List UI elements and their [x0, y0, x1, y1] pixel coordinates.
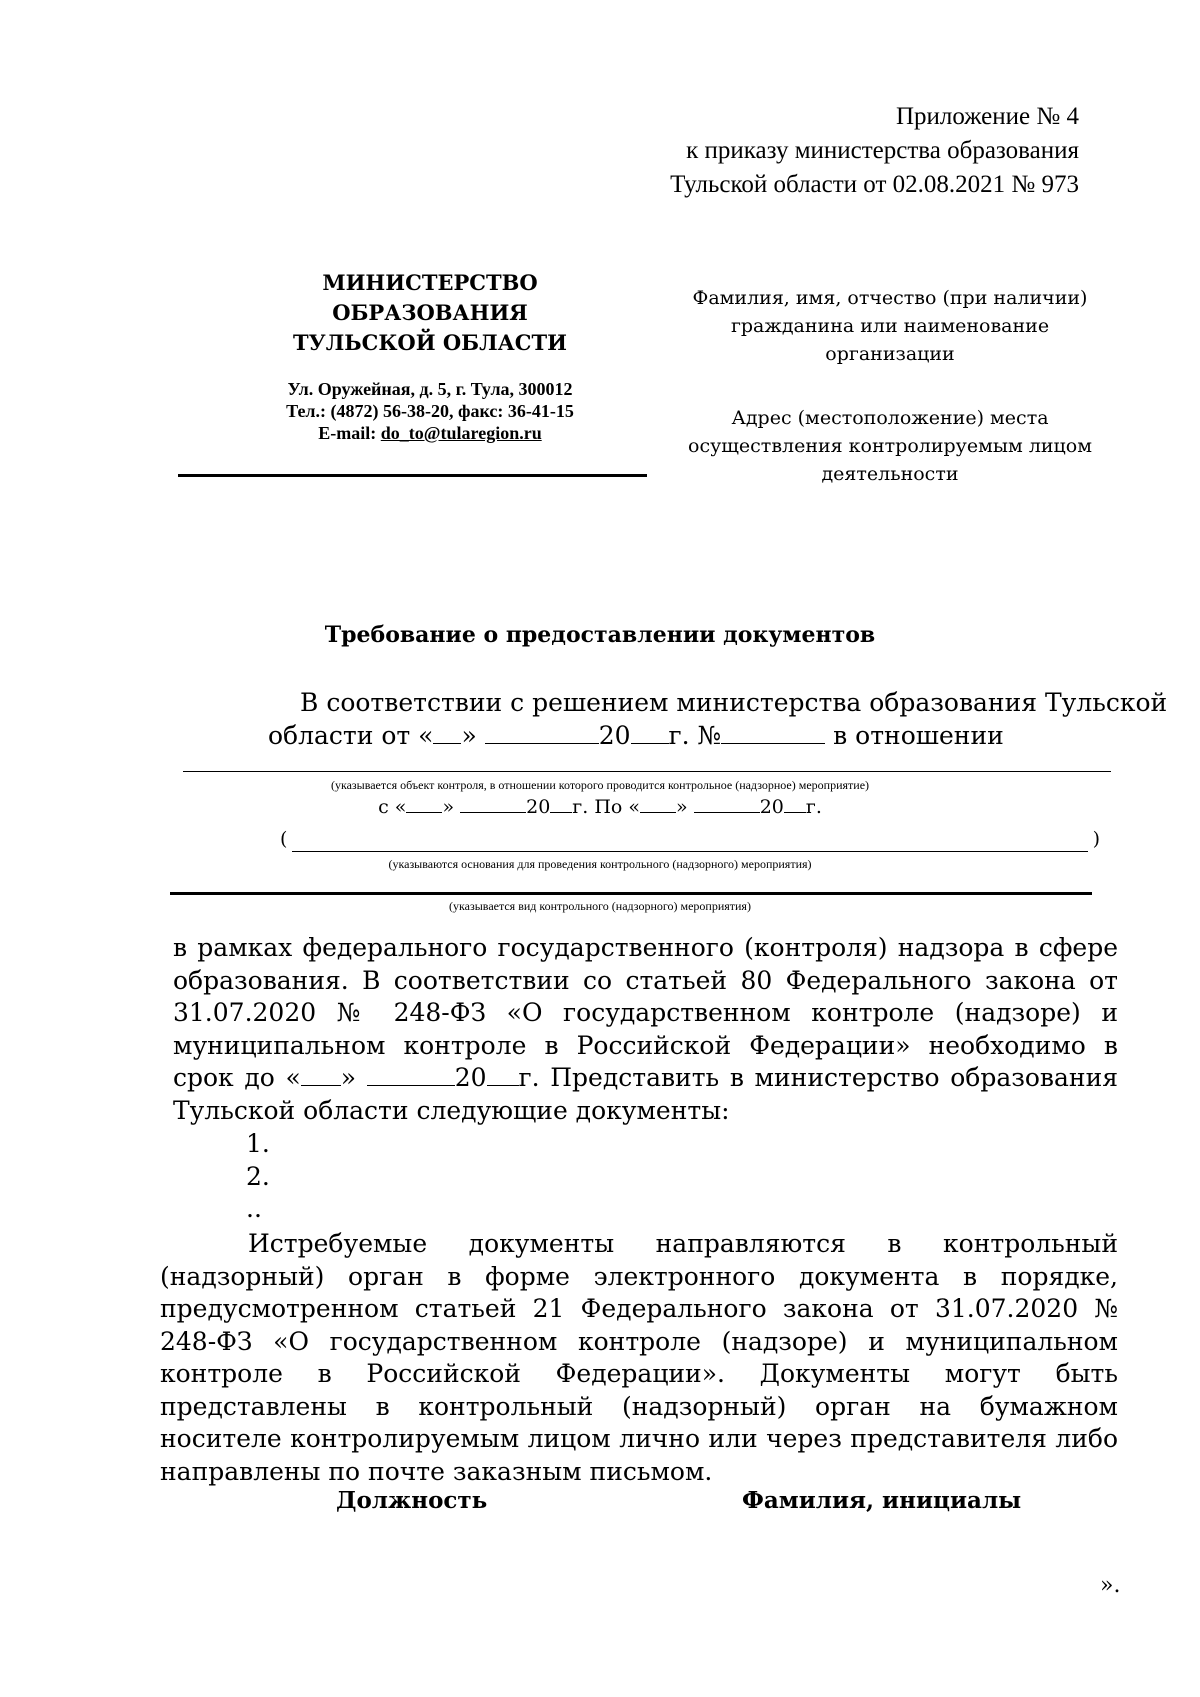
- period-mid: г. По «: [572, 796, 641, 818]
- recipient-line-2: гражданина или наименование: [730, 315, 1050, 337]
- recipient-address-line-3: деятельности: [821, 463, 959, 485]
- appendix-block: [670, 100, 1079, 202]
- intro-year-prefix: 20: [598, 721, 631, 750]
- grounds-close-paren: ): [1092, 828, 1100, 850]
- ministry-line-1: МИНИСТЕРСТВО: [322, 270, 538, 295]
- deadline-month-blank: [367, 1065, 455, 1086]
- recipient-line-1: Фамилия, имя, отчество (при наличии): [692, 287, 1088, 309]
- period-from: с «: [378, 796, 407, 818]
- month-blank: [485, 723, 599, 744]
- intro-text-b: »: [461, 721, 477, 750]
- body-para1-text: в рамках федерального государственного (контроля) надзора в сфере образования. В соответствии со статьей 80 Федерального закона от 31.07.2020 № 248-ФЗ «О государственном контроле (надзоре) и муниципальном контроле в Российской Федерации» необходимо в срок до «: [173, 933, 1118, 1092]
- year-blank: [631, 723, 669, 744]
- body-paragraph-2: [160, 1228, 1118, 1488]
- ministry-line-3: ТУЛЬСКОЙ ОБЛАСТИ: [293, 330, 567, 355]
- recipient-address-line-2: осуществления контролируемым лицом: [688, 435, 1092, 457]
- period-year-blank-2: [784, 796, 806, 813]
- body-para1-g: г.: [518, 1063, 540, 1092]
- grounds-open-paren: (: [280, 828, 288, 850]
- body-paragraph-1: [173, 932, 1118, 1127]
- period-row: [0, 796, 1200, 818]
- intro-line-1: В соответствии с решением министерства образования Тульской: [300, 688, 1168, 717]
- signature-name: Фамилия, инициалы: [742, 1487, 1022, 1514]
- ministry-line-2: ОБРАЗОВАНИЯ: [332, 300, 528, 325]
- intro-line-2: [268, 721, 1004, 750]
- recipient-address-block: [660, 404, 1120, 488]
- period-year-blank-1: [550, 796, 572, 813]
- recipient-address-line-1: Адрес (местоположение) места: [731, 407, 1049, 429]
- list-item: ..: [246, 1194, 262, 1223]
- body-para2-text: Истребуемые документы направляются в контрольный (надзорный) орган в форме электронного документа в порядке, предусмотренном статьей 21 Федерального закона от 31.07.2020 № 248-ФЗ «О государственном контроле (надзоре) и муниципальном контроле в Российской Федерации». Документы могут быть представлены в контрольный (надзорный) орган на бумажном носителе контролируемым лицом лично или через представителя либо направлены по почте заказным письмом.: [160, 1229, 1118, 1486]
- day-blank: [433, 723, 461, 744]
- header-divider: [178, 474, 647, 477]
- ministry-phone: Тел.: (4872) 56-38-20, факс: 36-41-15: [286, 401, 574, 421]
- grounds-line: [292, 851, 1088, 852]
- period-year-2: 20: [759, 796, 784, 818]
- intro-text-number: г. №: [668, 721, 722, 750]
- intro-text-a: области от «: [268, 721, 434, 750]
- body-para1-year: 20: [454, 1063, 487, 1092]
- ministry-email-row: [180, 422, 680, 444]
- body-para1-tail: Представить в министерство образования Тульской области следующие документы:: [173, 1063, 1119, 1125]
- deadline-day-blank: [301, 1065, 341, 1086]
- number-blank: [721, 723, 825, 744]
- email-link[interactable]: do_to@tularegion.ru: [380, 423, 542, 443]
- signature-position: Должность: [336, 1487, 488, 1514]
- period-month-blank-2: [694, 796, 760, 813]
- ministry-contacts: [180, 378, 680, 444]
- closing-mark: ».: [1100, 1573, 1121, 1598]
- period-day-blank-2: [640, 796, 676, 813]
- intro-text-e: в отношении: [833, 721, 1004, 750]
- period-end: г.: [805, 796, 822, 818]
- ministry-address: Ул. Оружейная, д. 5, г. Тула, 300012: [287, 379, 573, 399]
- document-title: Требование о предоставлении документов: [324, 622, 876, 648]
- caption-type: (указывается вид контрольного (надзорного) мероприятия): [449, 899, 751, 913]
- caption-object: (указывается объект контроля, в отношении которого проводится контрольное (надзорное) мероприятие): [330, 778, 870, 792]
- period-quote-1: »: [442, 796, 455, 818]
- recipient-name-block: [660, 284, 1120, 368]
- list-item: 2.: [246, 1161, 270, 1191]
- document-list: [246, 1128, 270, 1226]
- appendix-line-1: Приложение № 4: [895, 103, 1079, 130]
- deadline-year-blank: [487, 1065, 519, 1086]
- period-quote-2: »: [676, 796, 688, 818]
- period-month-blank-1: [460, 796, 526, 813]
- body-para1-quote: »: [340, 1063, 357, 1092]
- caption-grounds: (указываются основания для проведения контрольного (надзорного) мероприятия): [388, 857, 812, 871]
- appendix-line-3: Тульской области от 02.08.2021 № 973: [670, 171, 1079, 198]
- appendix-line-2: к приказу министерства образования: [686, 137, 1079, 164]
- recipient-line-3: организации: [825, 343, 955, 365]
- period-day-blank-1: [406, 796, 442, 813]
- type-line: [170, 892, 1092, 895]
- email-label: E-mail:: [318, 423, 377, 443]
- period-year-1: 20: [526, 796, 551, 818]
- object-line: [183, 771, 1111, 772]
- ministry-name: [180, 268, 680, 358]
- list-item: 1.: [246, 1129, 270, 1158]
